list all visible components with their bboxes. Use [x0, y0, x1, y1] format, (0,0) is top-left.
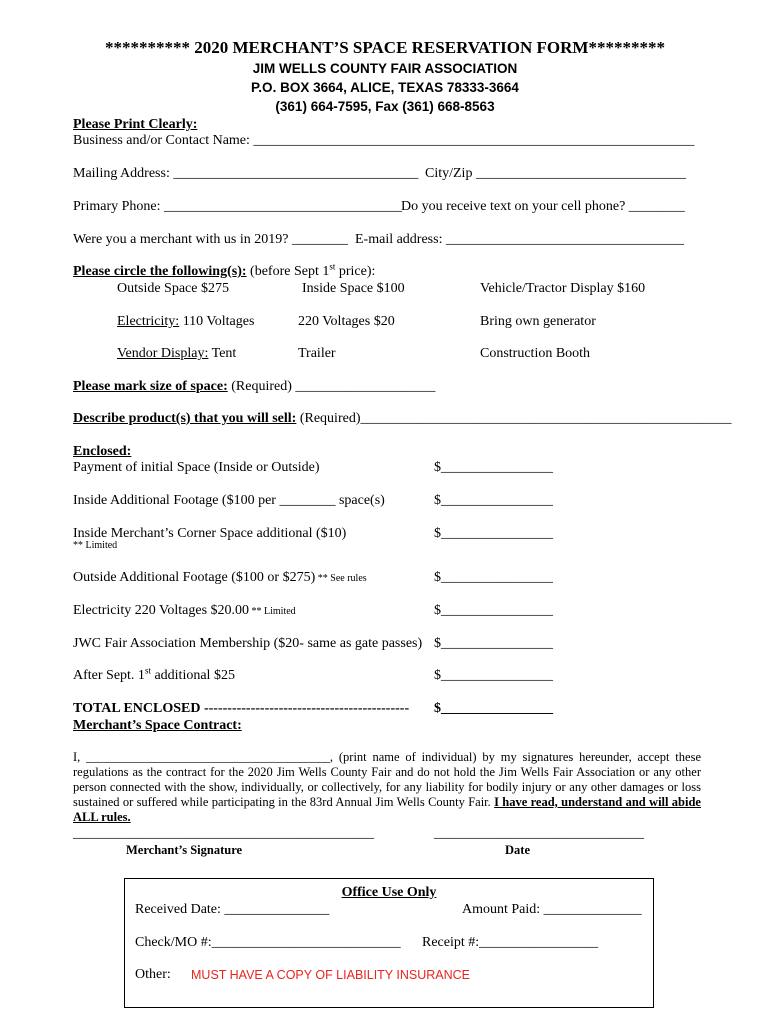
insurance-notice: MUST HAVE A COPY OF LIABILITY INSURANCE: [191, 968, 471, 982]
circle-before: (before Sept 1: [246, 264, 330, 279]
business-name-field[interactable]: Business and/or Contact Name: _______________________________________________________________: [73, 133, 695, 148]
electricity-110-text: 110 Voltages: [179, 314, 255, 329]
contract-heading: Merchant’s Space Contract:: [73, 718, 242, 733]
form-title: ********** 2020 MERCHANT’S SPACE RESERVATION FORM*********: [105, 38, 665, 57]
enclosed-item-late-fee: [73, 665, 235, 684]
option-vehicle-display[interactable]: Vehicle/Tractor Display $160: [480, 281, 646, 296]
electricity-label: Electricity:: [117, 314, 180, 329]
circle-instructions: [73, 261, 376, 280]
association-phone: (361) 664-7595, Fax (361) 668-8563: [275, 99, 495, 114]
enclosed-item-corner-space: Inside Merchant’s Corner Space additional ($10): [73, 526, 347, 541]
total-enclosed-amount[interactable]: $________________: [434, 701, 553, 716]
prior-merchant-field[interactable]: Were you a merchant with us in 2019? ________: [73, 232, 348, 247]
amount-electricity-220[interactable]: $________________: [434, 603, 553, 618]
circle-st: st: [329, 261, 336, 272]
contract-text: [73, 750, 701, 825]
cell-text-field[interactable]: Do you receive text on your cell phone? ________: [401, 199, 685, 214]
print-clearly-heading: Please Print Clearly:: [73, 117, 198, 132]
receipt-field[interactable]: Receipt #:_________________: [422, 935, 599, 950]
products-required: (Required)_____________________________________________________: [296, 411, 732, 426]
electricity-220-label: Electricity 220 Voltages $20.00: [73, 603, 250, 618]
late-fee-label: After Sept. 1: [73, 668, 145, 683]
other-label: Other:: [135, 967, 171, 982]
amount-initial-space[interactable]: $________________: [434, 460, 553, 475]
option-vendor-tent[interactable]: [117, 346, 236, 362]
amount-outside-footage[interactable]: $________________: [434, 570, 553, 585]
option-own-generator[interactable]: Bring own generator: [480, 314, 596, 329]
amount-membership[interactable]: $________________: [434, 636, 553, 651]
option-outside-space[interactable]: Outside Space $275: [117, 281, 229, 296]
merchant-signature-caption: Merchant’s Signature: [126, 843, 243, 857]
enclosed-item-initial-space: Payment of initial Space (Inside or Outside): [73, 460, 320, 475]
space-size-label: Please mark size of space:: [73, 379, 228, 394]
merchant-signature-line[interactable]: ___________________________________________: [73, 826, 374, 841]
option-trailer[interactable]: Trailer: [298, 346, 336, 361]
option-electricity-220[interactable]: 220 Voltages $20: [298, 314, 395, 329]
mailing-address-field[interactable]: Mailing Address: ___________________________________: [73, 166, 419, 181]
late-fee-rest: additional $25: [150, 668, 235, 683]
option-inside-space[interactable]: Inside Space $100: [302, 281, 405, 296]
space-size-required: (Required) ____________________: [227, 379, 436, 394]
enclosed-item-membership: JWC Fair Association Membership ($20- same as gate passes): [73, 636, 423, 651]
primary-phone-field[interactable]: Primary Phone: __________________________________: [73, 199, 402, 214]
date-caption: Date: [505, 843, 530, 857]
office-use-box: [124, 878, 654, 1008]
late-fee-st: st: [144, 665, 151, 676]
office-use-title: Office Use Only: [341, 885, 437, 900]
option-construction-booth[interactable]: Construction Booth: [480, 346, 591, 361]
date-line[interactable]: ______________________________: [434, 826, 644, 841]
enclosed-item-inside-footage[interactable]: Inside Additional Footage ($100 per ________ space(s): [73, 493, 385, 508]
option-electricity-110[interactable]: [117, 314, 254, 330]
received-date-field[interactable]: Received Date: _______________: [135, 902, 330, 917]
products-field[interactable]: [73, 411, 732, 427]
circle-price: price):: [335, 264, 376, 279]
enclosed-item-outside-footage: [73, 570, 367, 587]
check-mo-field[interactable]: Check/MO #:___________________________: [135, 935, 401, 950]
amount-paid-field[interactable]: Amount Paid: ______________: [462, 902, 642, 917]
circle-label: Please circle the following(s):: [73, 264, 247, 279]
vendor-display-label: Vendor Display:: [117, 346, 209, 361]
contract-emphasis: I have read, understand and will abide ALL rules.: [73, 795, 701, 824]
email-field[interactable]: E-mail address: __________________________________: [355, 232, 684, 247]
tent-text: Tent: [208, 346, 237, 361]
amount-inside-footage[interactable]: $________________: [434, 493, 553, 508]
association-address: P.O. BOX 3664, ALICE, TEXAS 78333-3664: [251, 80, 519, 95]
corner-limited-note: ** Limited: [73, 540, 118, 551]
amount-corner-space[interactable]: $________________: [434, 526, 553, 541]
amount-late-fee[interactable]: $________________: [434, 668, 553, 683]
total-enclosed-label: TOTAL ENCLOSED --------------------------------------------: [73, 701, 410, 716]
association-name: JIM WELLS COUNTY FAIR ASSOCIATION: [252, 61, 518, 76]
enclosed-item-electricity-220: [73, 603, 296, 620]
electricity-limited-note: ** Limited: [249, 606, 296, 617]
products-label: Describe product(s) that you will sell:: [73, 411, 297, 426]
city-zip-field[interactable]: City/Zip ______________________________: [425, 166, 686, 181]
space-size-field[interactable]: [73, 379, 435, 395]
see-rules-note: ** See rules: [315, 573, 367, 584]
contract-body: I, _______________________________________, (print name of individual) by my signatures hereunder, accept these regulations as the contract for the 2020 Jim Wells County Fair and do not hold the Jim Wells Fair Association or any other person connected with the show, individually, or collectively, for any liability for bodily injury or any other damages or loss sustained or suffered while participating in the 83rd Annual Jim Wells County Fair.: [73, 750, 701, 809]
enclosed-heading: Enclosed:: [73, 444, 132, 459]
outside-footage-label: Outside Additional Footage ($100 or $275): [73, 570, 316, 585]
